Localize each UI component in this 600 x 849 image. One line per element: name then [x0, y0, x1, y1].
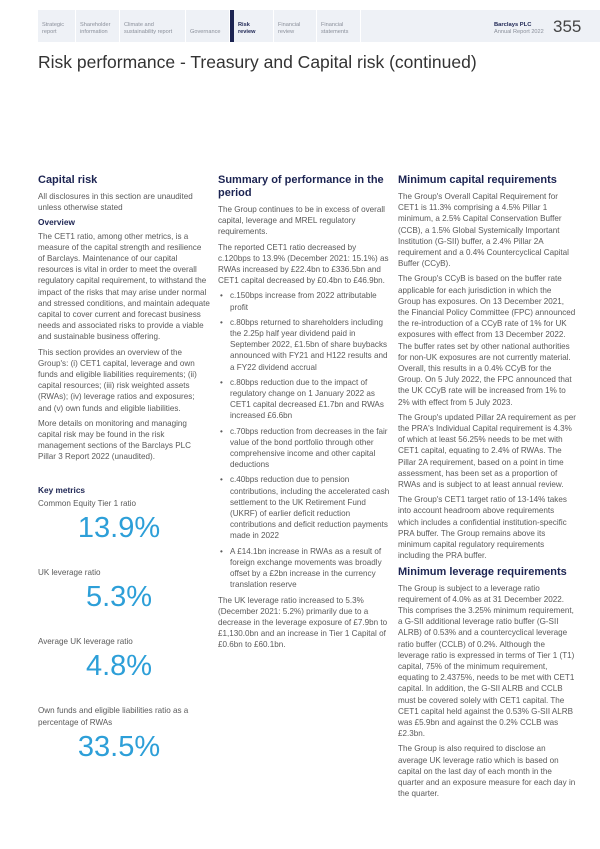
paragraph: The Group's Overall Capital Requirement for CET1 is 11.3% comprising a 4.5% Pillar 1 minimum, a 2.5% Capital Conservation Buffer (CCB), a 1.5% Global Systemically Important Institution (G-SII) buffer, a 2.4% Pillar 2A requirement and a 0.4% Countercyclical Capital Buffer (CCyB). — [398, 192, 569, 269]
page-title: Risk performance - Treasury and Capital risk (continued) — [38, 52, 477, 72]
tab-risk-review[interactable]: Risk review — [230, 10, 274, 42]
paragraph: The Group's CCyB is based on the buffer rate applicable for each jurisdiction in which the Group has exposures. On 13 December 2021, the Financial Policy Committee (FPC) announced the re-introduction of a CCyB rate of 1% for UK exposures with effect from 13 December 2022. The buffer rates set by other national authorities for non-UK exposures are not currently material. Overall, this results in a 0.4% CCyB for the Group. On 5 July 2022, the FPC announced that the UK CCyB rate will be increased from 1% to 2% with effect from 5 July 2023. — [398, 274, 576, 407]
section-nav — [38, 10, 484, 42]
heading-min-leverage: Minimum leverage requirements — [398, 565, 567, 578]
tab-shareholder-information[interactable]: Shareholder information — [76, 10, 120, 42]
report-name: Annual Report 2022 — [494, 29, 544, 35]
list-item: • A £14.1bn increase in RWAs as a result of foreign exchange movements was broadly offset by a £2bn increase in the currency translation reserve — [218, 546, 390, 591]
tab-strategic-report[interactable]: Strategic report — [38, 10, 76, 42]
brand-name: Barclays PLC — [494, 22, 532, 28]
tab-governance[interactable]: Governance — [186, 10, 230, 42]
paragraph: The Group is also required to disclose an average UK leverage ratio which is based on capital on the last day of each month in the quarter and an exposure measure for each day in the quarter. — [398, 744, 576, 799]
metric-own-funds: Own funds and eligible liabilities ratio as a percentage of RWAs 33.5% — [38, 706, 189, 763]
heading-key-metrics: Key metrics — [38, 484, 86, 495]
page-number: 355 — [553, 17, 582, 36]
paragraph: The reported CET1 ratio decreased by c.120bps to 13.9% (December 2021: 15.1%) as RWAs increased by £22.4bn to £336.5bn and CET1 capital decreased by £0.4bn to £46.9bn. — [218, 242, 389, 286]
metric-cet1: Common Equity Tier 1 ratio 13.9% — [38, 498, 161, 545]
list-item: • c.80bps reduction due to the impact of regulatory change on 1 January 2022 as CET1 capital decreased £1.7bn and RWAs increased £6.6bn — [218, 377, 390, 422]
column-capital-risk — [38, 174, 210, 786]
tab-financial-review[interactable]: Financial review — [274, 10, 317, 42]
tab-financial-statements[interactable]: Financial statements — [317, 10, 361, 42]
paragraph: The Group's CET1 target ratio of 13-14% takes into account headroom above requirements which includes a confidential institution-specific PRA buffer. The Group remains above its minimum capital regulatory requirements including the PRA buffer. — [398, 495, 567, 561]
metric-uk-leverage: UK leverage ratio 5.3% — [38, 568, 153, 614]
column-summary — [218, 174, 390, 655]
heading-overview: Overview — [38, 217, 75, 228]
heading-capital-risk: Capital risk — [38, 174, 98, 186]
paragraph: The CET1 ratio, among other metrics, is a measure of the capital strength and resilience of Barclays. Maintenance of our capital resources is vital in order to meet the overall regulatory capital requirement, to withstand the impact of the risks that may arise under normal and stressed conditions, and maintain adequate capital to cover current and forecast business needs and associated risks to provide a viable and sustainable business offering. — [38, 231, 210, 342]
heading-summary: Summary of performance in the period — [218, 174, 384, 199]
paragraph: This section provides an overview of the Group's: (i) CET1 capital, leverage and own funds and eligible liabilities requirements; (ii) capital resources; (iii) risk weighted assets (RWAs); (iv) leverage ratios and exposures; and (v) own funds and eligible liabilities. — [38, 347, 197, 413]
paragraph: The Group is subject to a leverage ratio requirement of 4.0% as at 31 December 2022. This comprises the 3.25% minimum requirement, a G-SII additional leverage ratio buffer (G-SII ALRB) of 0.53% and a countercyclical leverage ratio buffer (CCLB) of 0.2%. Although the leverage ratio is expressed in terms of Tier 1 (T1) capital, 75% of the minimum requirement, equating to 2.4375%, needs to be met with CET1 capital. In addition, the G-SII ALRB and CCLB must be covered solely with CET1 capital. The CET1 capital held against the 0.53% G-SII ALRB was £5.9bn and against the 0.2% CCLB was £2.3bn. — [398, 583, 575, 739]
list-item: • c.150bps increase from 2022 attributable profit — [218, 290, 390, 312]
brand-block — [484, 10, 600, 42]
list-item: • c.40bps reduction due to pension contributions, including the accelerated cash settlement to the UK Retirement Fund (UKRF) of earlier deficit reduction contributions and deficit reduction payments made in 2022 — [218, 474, 390, 541]
paragraph: The Group continues to be in excess of overall capital, leverage and MREL regulatory requirements. — [218, 205, 385, 237]
column-requirements — [398, 174, 576, 803]
paragraph: The UK leverage ratio increased to 5.3% (December 2021: 5.2%) primarily due to a decrease in the leverage exposure of £7.9bn to £1,130.0bn and an increase in Tier 1 Capital of £0.6bn to £60.1bn. — [218, 595, 388, 650]
intro-text: All disclosures in this section are unaudited unless otherwise stated — [38, 192, 193, 213]
heading-min-capital: Minimum capital requirements — [398, 174, 557, 186]
list-item: • c.80bps returned to shareholders including the 2.25p half year dividend paid in September 2022, £1.5bn of share buybacks announced with FY21 and H122 results and a FY22 dividend accrual — [218, 317, 390, 373]
paragraph: More details on monitoring and managing capital risk may be found in the risk management sections of the Barclays PLC Pillar 3 Report 2022 (unaudited). — [38, 418, 191, 462]
list-item: • c.70bps reduction from decreases in the fair value of the bond portfolio through other comprehensive income and other capital deductions — [218, 426, 390, 471]
bullet-list — [218, 290, 390, 590]
metric-average-uk-leverage: Average UK leverage ratio 4.8% — [38, 637, 153, 683]
tab-climate-report[interactable]: Climate and sustainability report — [120, 10, 186, 42]
paragraph: The Group's updated Pillar 2A requirement as per the PRA's Individual Capital requirement is 4.3% of which at least 56.25% needs to be met with CET1 capital, equating to 2.4% of RWAs. The Pillar 2A requirement, based on a point in time assessment, has been set as a proportion of RWAs and is subject to at least annual review. — [398, 412, 576, 490]
